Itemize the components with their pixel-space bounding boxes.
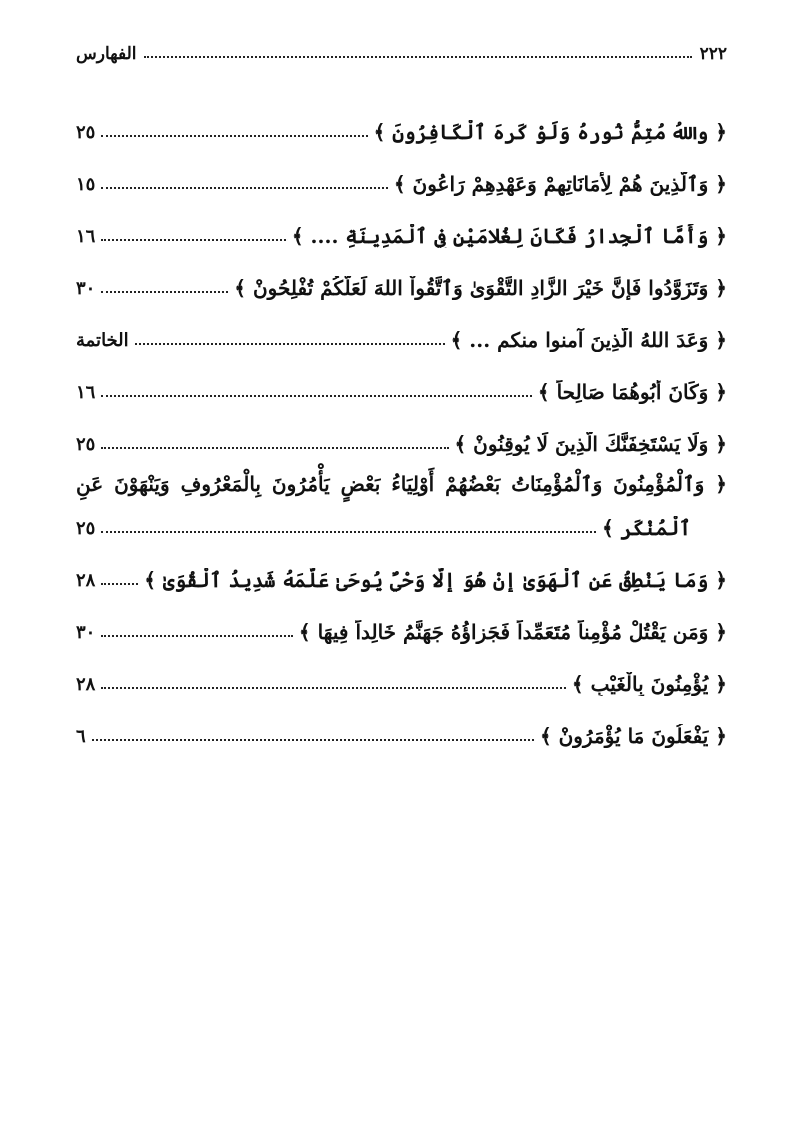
dot-leader: [101, 239, 286, 241]
verse-text: ﴿ وَعَدَ اللهُ الَّذِينَ آمنوا منكم ... ﴾: [450, 328, 727, 352]
verse-text: ﴿ وَلَا يَسْتَخِفَنَّكَ الَّذِينَ لَا يُوقِنُونْ ﴾: [454, 432, 727, 456]
page-reference: ١٥: [76, 174, 96, 196]
page-reference: ٢٥: [76, 122, 96, 144]
dot-leader: [135, 343, 445, 345]
verse-text: ﴿ يَفْعَلُونَ مَا يُؤْمَرُونْ ﴾: [539, 724, 727, 748]
header-dot-leader: [144, 56, 691, 58]
verse-text: ﴿ وَأَمَّا ٱلْجِدارُ فَكَانَ لِغُلامَيْنِ فِي ٱلْمَدِينَةِ .... ﴾: [291, 224, 727, 248]
index-entry: [76, 248, 727, 300]
index-entry: [76, 644, 727, 696]
index-entry: [76, 540, 727, 592]
page-reference: ١٦: [76, 226, 96, 248]
dot-leader: [101, 583, 138, 585]
page-reference: ٢٥: [76, 434, 96, 456]
dot-leader: [101, 447, 448, 449]
verse-index-list: [76, 92, 727, 748]
dot-leader: [101, 187, 388, 189]
running-head: [76, 30, 727, 64]
verse-text: ﴿ يُؤْمِنُونَ بِالْغَيْبِ ﴾: [571, 672, 727, 696]
index-entry: [76, 352, 727, 404]
index-entry: [76, 456, 727, 540]
page-reference: ٢٨: [76, 570, 96, 592]
dot-leader: [101, 635, 293, 637]
verse-text: ﴿ وَمَن يَقْتُلْ مُؤْمِناً مُتَعَمِّداً فَجَزاؤُهُ جَهَنَّمُ خَالِداً فِيهَا ﴾: [298, 620, 727, 644]
index-entry: [76, 300, 727, 352]
page-reference: ١٦: [76, 382, 96, 404]
index-entry: [76, 592, 727, 644]
page-reference: ٦: [76, 726, 86, 748]
index-entry: [76, 196, 727, 248]
page-reference: ٢٥: [76, 518, 96, 540]
page-reference: ٢٨: [76, 674, 96, 696]
index-entry: [76, 404, 727, 456]
dot-leader: [92, 739, 534, 741]
dot-leader: [101, 395, 532, 397]
page-number: ٢٢٢: [699, 44, 727, 64]
verse-text: ﴿ وَمَا يَنْطِقُ عَنِ ٱلْهَوَىٰ إِنْ هُوَ إِلَّا وَحْيٌ يُوحَىٰ عَلَّمَهُ شَدِيدُ ٱلْقُوَىٰ ﴾: [144, 568, 727, 592]
dot-leader: [101, 531, 596, 533]
index-entry: [76, 696, 727, 748]
verse-text: ﴿ وَتَزَوَّدُوا فَإِنَّ خَيْرَ الزَّادِ التَّقْوَىٰ وَٱتَّقُواْ اللهَ لَعَلَّكُمْ تُفْلِحُونْ ﴾: [234, 276, 727, 300]
verse-text: ﴿ واللهُ مُتِمُّ نُورِهُ وَلَوْ كَرِهَ ٱلْكَافِرُونَ ﴾: [373, 120, 727, 144]
index-entry: [76, 92, 727, 144]
page-reference: ٣٠: [76, 622, 96, 644]
verse-text-line-1: ﴿ وَٱلْمُؤْمِنُونَ وَٱلْمُؤْمِنَاتُ بَعْضُهُمْ أَوْلِيَاءُ بَعْضٍ يَأْمُرُونَ بِالْمَعْرُوفِ وَيَنْهَوْنَ عَنِ: [76, 472, 727, 496]
verse-text: ﴿ وَكَانَ أَبُوهُمَا صَالِحاً ﴾: [537, 380, 727, 404]
page-reference: الخاتمة: [76, 330, 129, 352]
index-entry: [76, 144, 727, 196]
dot-leader: [101, 135, 367, 137]
verse-continuation: [76, 496, 727, 540]
dot-leader: [101, 291, 228, 293]
section-title: الفهارس: [76, 44, 137, 64]
verse-text: ﴿ وَٱلَّذِينَ هُمْ لِأَمَانَاتِهِمْ وَعَهْدِهِمْ رَاعُونَ ﴾: [393, 172, 727, 196]
page-reference: ٣٠: [76, 278, 96, 300]
dot-leader: [101, 687, 566, 689]
verse-text-line-2: ٱلْمُنْكَرِ ﴾: [602, 516, 691, 540]
